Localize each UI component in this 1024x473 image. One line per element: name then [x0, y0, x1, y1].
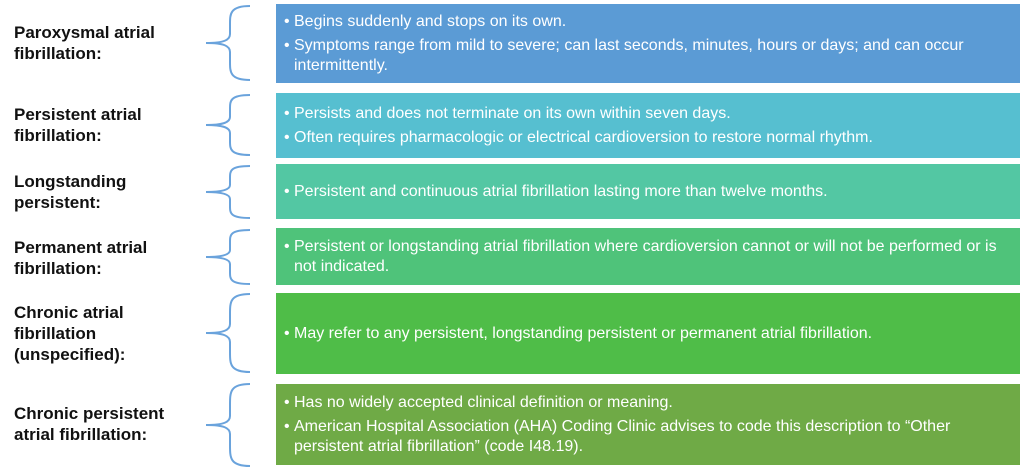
term-persistent: Persistent atrial fibrillation:: [14, 105, 142, 145]
definition-box-persistent: [276, 93, 1020, 158]
brace-icon: [200, 164, 256, 220]
bullet-text: • Symptoms range from mild to severe; can last seconds, minutes, hours or days; and can occur intermittently.: [284, 36, 1012, 76]
bullet-text: • Has no widely accepted clinical definition or meaning.: [284, 393, 1012, 413]
definition-box-longstanding: [276, 164, 1020, 219]
brace-icon: [200, 382, 256, 468]
bullet-text: • Persistent and continuous atrial fibrillation lasting more than twelve months.: [284, 182, 1012, 202]
bullet-text: • Persistent or longstanding atrial fibrillation where cardioversion cannot or will not be performed or is not indicated.: [284, 237, 1012, 277]
definition-box-chronic-persistent: [276, 384, 1020, 465]
brace-icon: [200, 228, 256, 286]
bullet-text: • May refer to any persistent, longstanding persistent or permanent atrial fibrillation.: [284, 324, 1012, 344]
term-longstanding: Longstanding persistent:: [14, 172, 127, 212]
brace-icon: [200, 4, 256, 82]
definition-box-paroxysmal: [276, 4, 1020, 83]
term-chronic-persistent: Chronic persistent atrial fibrillation:: [14, 404, 165, 444]
term-chronic-unspecified: Chronic atrial fibrillation (unspecified):: [14, 302, 126, 364]
definition-box-chronic-unspecified: [276, 293, 1020, 374]
term-paroxysmal: Paroxysmal atrial fibrillation:: [14, 23, 155, 63]
bullet-text: • Persists and does not terminate on its own within seven days.: [284, 104, 1012, 124]
definition-box-permanent: [276, 228, 1020, 285]
brace-icon: [200, 93, 256, 157]
bullet-text: • Often requires pharmacologic or electrical cardioversion to restore normal rhythm.: [284, 128, 1012, 148]
brace-icon: [200, 292, 256, 374]
bullet-text: • American Hospital Association (AHA) Coding Clinic advises to code this description to “Other persistent atrial fibrillation” (code I48.19).: [284, 417, 1012, 457]
bullet-text: • Begins suddenly and stops on its own.: [284, 12, 1012, 32]
term-permanent: Permanent atrial fibrillation:: [14, 238, 148, 278]
